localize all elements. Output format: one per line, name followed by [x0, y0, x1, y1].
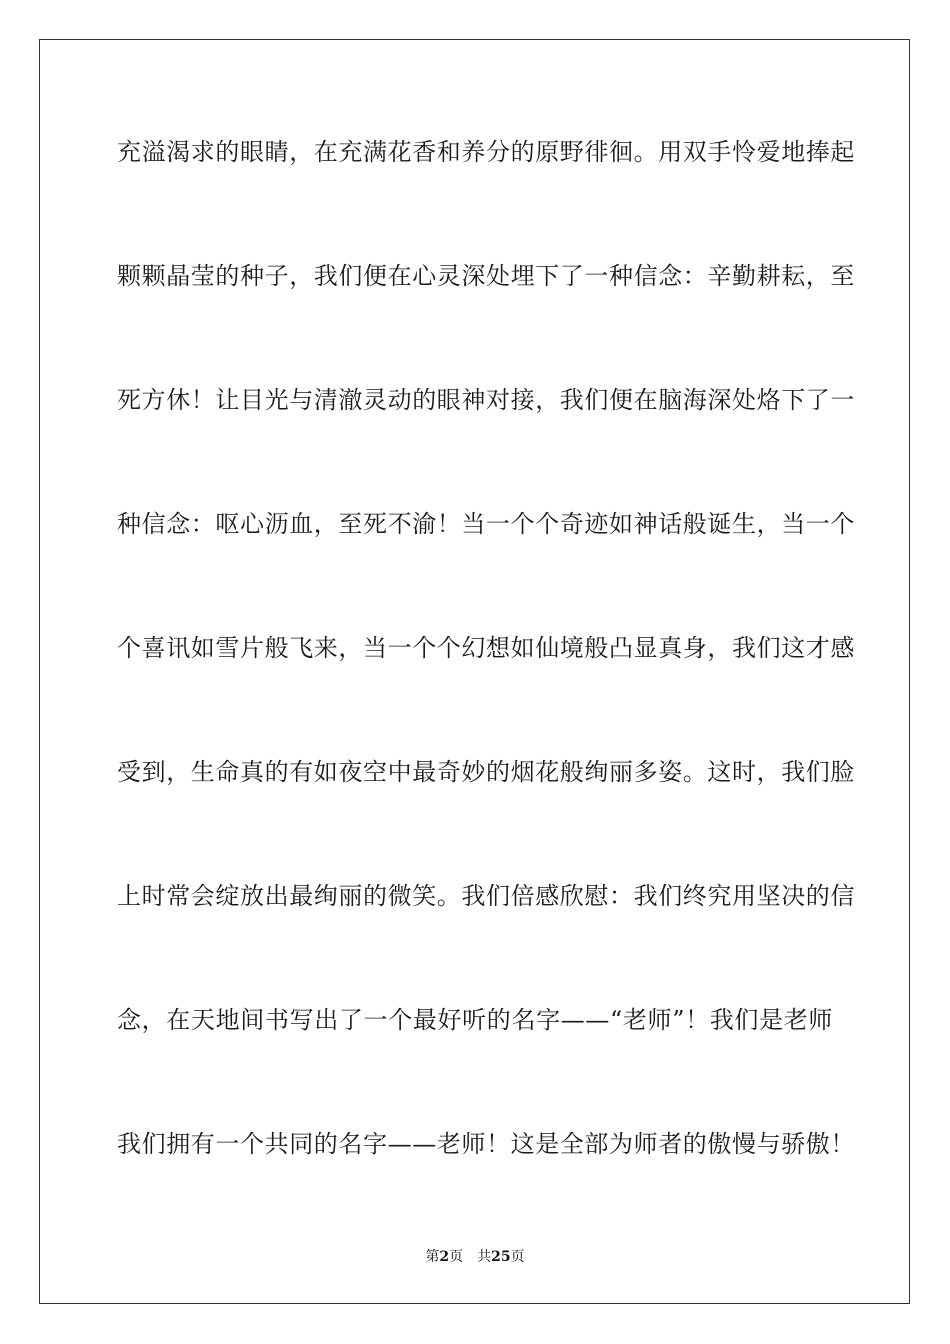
text-line-1: 充溢渴求的眼睛，在充满花香和养分的原野徘徊。用双手怜爱地捧起	[117, 138, 855, 166]
text-line-7: 上时常会绽放出最绚丽的微笑。我们倍感欣慰：我们终究用坚决的信	[117, 882, 855, 910]
text-line-2: 颗颗晶莹的种子，我们便在心灵深处埋下了一种信念：辛勤耕耘，至	[117, 262, 855, 290]
total-pages: 25	[491, 1249, 511, 1265]
text-line-4: 种信念：呕心沥血，至死不渝！当一个个奇迹如神话般诞生，当一个	[117, 510, 855, 538]
document-body	[117, 128, 855, 1244]
page-prefix: 第	[425, 1249, 440, 1265]
text-line-6: 受到，生命真的有如夜空中最奇妙的烟花般绚丽多姿。这时，我们脸	[117, 758, 855, 786]
page-suffix: 页	[449, 1249, 464, 1265]
page-number: 2	[439, 1249, 450, 1265]
text-line-9: 我们拥有一个共同的名字——老师！这是全部为师者的傲慢与骄傲！	[117, 1130, 855, 1158]
text-line-5: 个喜讯如雪片般飞来，当一个个幻想如仙境般凸显真身，我们这才感	[117, 634, 855, 662]
page-footer	[0, 1247, 950, 1267]
total-prefix: 共	[477, 1249, 492, 1265]
total-suffix: 页	[510, 1249, 525, 1265]
text-line-3: 死方休！让目光与清澈灵动的眼神对接，我们便在脑海深处烙下了一	[117, 386, 855, 414]
text-line-8: 念，在天地间书写出了一个最好听的名字——“老师”！我们是老师	[117, 1006, 833, 1034]
